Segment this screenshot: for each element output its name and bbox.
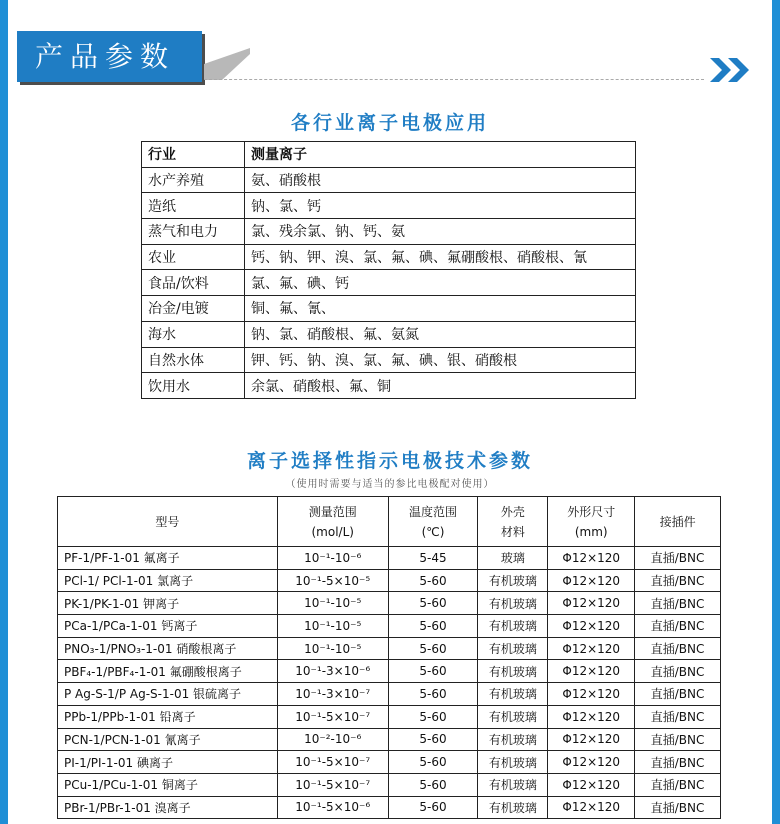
shell-cell: 有机玻璃 <box>478 728 548 751</box>
table-row <box>142 219 636 245</box>
model-cell: PCN-1/PCN-1-01 氰离子 <box>58 728 278 751</box>
industry-cell: 水产养殖 <box>142 167 245 193</box>
table-row <box>58 796 721 819</box>
ions-cell: 氨、硝酸根 <box>245 167 636 193</box>
industry-cell: 饮用水 <box>142 373 245 399</box>
table-row <box>58 705 721 728</box>
table-row <box>58 547 721 570</box>
size-header-line2: (mm) <box>574 524 608 539</box>
range-cell: 10⁻¹-3×10⁻⁷ <box>277 683 388 706</box>
table-row <box>58 660 721 683</box>
ions-cell: 氯、氟、碘、钙 <box>245 270 636 296</box>
connector-cell: 直插/BNC <box>635 637 721 660</box>
range-header-line2: (mol/L) <box>311 524 354 539</box>
size-cell: Φ12×120 <box>548 773 635 796</box>
connector-cell: 直插/BNC <box>635 615 721 638</box>
size-cell: Φ12×120 <box>548 751 635 774</box>
industry-cell: 农业 <box>142 244 245 270</box>
column-header-industry: 行业 <box>142 142 245 168</box>
temp-cell: 5-60 <box>388 728 478 751</box>
size-cell: Φ12×120 <box>548 547 635 570</box>
table-row <box>58 615 721 638</box>
ions-cell: 铜、氟、氰、 <box>245 296 636 322</box>
table-row <box>58 751 721 774</box>
spec-table-subtitle: （使用时需要与适当的参比电极配对使用） <box>285 479 495 490</box>
application-table <box>141 141 636 399</box>
table-row <box>58 683 721 706</box>
header-divider <box>204 79 704 80</box>
model-cell: PBr-1/PBr-1-01 溴离子 <box>58 796 278 819</box>
industry-cell: 食品/饮料 <box>142 270 245 296</box>
column-header-connector: 接插件 <box>635 497 721 547</box>
model-cell: PNO₃-1/PNO₃-1-01 硝酸根离子 <box>58 637 278 660</box>
ions-cell: 钾、钙、钠、溴、氯、氟、碘、银、硝酸根 <box>245 347 636 373</box>
table-row <box>142 193 636 219</box>
application-table-title: 各行业离子电极应用 <box>290 112 489 134</box>
connector-cell: 直插/BNC <box>635 751 721 774</box>
industry-cell: 冶金/电镀 <box>142 296 245 322</box>
temp-cell: 5-60 <box>388 683 478 706</box>
table-row <box>142 167 636 193</box>
range-cell: 10⁻¹-5×10⁻⁷ <box>277 773 388 796</box>
model-cell: PPb-1/PPb-1-01 铅离子 <box>58 705 278 728</box>
size-cell: Φ12×120 <box>548 592 635 615</box>
temp-cell: 5-60 <box>388 569 478 592</box>
industry-cell: 海水 <box>142 321 245 347</box>
column-header-size <box>548 497 635 547</box>
model-cell: PCl-1/ PCl-1-01 氯离子 <box>58 569 278 592</box>
range-cell: 10⁻¹-5×10⁻⁷ <box>277 751 388 774</box>
column-header-range <box>277 497 388 547</box>
shell-cell: 玻璃 <box>478 547 548 570</box>
range-cell: 10⁻²-10⁻⁶ <box>277 728 388 751</box>
temp-header-line1: 温度范围 <box>409 504 458 519</box>
ions-cell: 钙、钠、钾、溴、氯、氟、碘、氟硼酸根、硝酸根、氰 <box>245 244 636 270</box>
table-row <box>142 347 636 373</box>
ions-cell: 钠、氯、硝酸根、氟、氨氮 <box>245 321 636 347</box>
connector-cell: 直插/BNC <box>635 683 721 706</box>
temp-cell: 5-60 <box>388 773 478 796</box>
double-chevron-right-icon <box>710 58 752 82</box>
size-cell: Φ12×120 <box>548 728 635 751</box>
table-header-row <box>142 142 636 168</box>
temp-cell: 5-60 <box>388 615 478 638</box>
connector-cell: 直插/BNC <box>635 569 721 592</box>
temp-cell: 5-60 <box>388 751 478 774</box>
shell-cell: 有机玻璃 <box>478 592 548 615</box>
shell-cell: 有机玻璃 <box>478 773 548 796</box>
table-row <box>58 728 721 751</box>
table-row <box>58 592 721 615</box>
table-row <box>58 637 721 660</box>
size-cell: Φ12×120 <box>548 683 635 706</box>
spec-table-title: 离子选择性指示电极技术参数 <box>246 450 533 472</box>
shell-cell: 有机玻璃 <box>478 660 548 683</box>
connector-cell: 直插/BNC <box>635 796 721 819</box>
size-cell: Φ12×120 <box>548 569 635 592</box>
industry-cell: 蒸气和电力 <box>142 219 245 245</box>
connector-cell: 直插/BNC <box>635 705 721 728</box>
size-cell: Φ12×120 <box>548 705 635 728</box>
table-row <box>142 373 636 399</box>
range-cell: 10⁻¹-3×10⁻⁶ <box>277 660 388 683</box>
range-cell: 10⁻¹-5×10⁻⁷ <box>277 705 388 728</box>
connector-cell: 直插/BNC <box>635 773 721 796</box>
shell-cell: 有机玻璃 <box>478 796 548 819</box>
range-cell: 10⁻¹-10⁻⁵ <box>277 592 388 615</box>
size-cell: Φ12×120 <box>548 796 635 819</box>
temp-header-line2: (℃) <box>421 524 445 539</box>
shell-cell: 有机玻璃 <box>478 683 548 706</box>
model-cell: PF-1/PF-1-01 氟离子 <box>58 547 278 570</box>
spec-table <box>57 496 721 819</box>
shell-header-line1: 外壳 <box>500 504 525 519</box>
temp-cell: 5-60 <box>388 660 478 683</box>
connector-cell: 直插/BNC <box>635 547 721 570</box>
model-cell: PI-1/PI-1-01 碘离子 <box>58 751 278 774</box>
shell-cell: 有机玻璃 <box>478 615 548 638</box>
shell-cell: 有机玻璃 <box>478 705 548 728</box>
size-header-line1: 外形尺寸 <box>567 504 616 519</box>
model-cell: PK-1/PK-1-01 钾离子 <box>58 592 278 615</box>
header-wedge-decoration <box>204 44 250 80</box>
shell-cell: 有机玻璃 <box>478 751 548 774</box>
temp-cell: 5-45 <box>388 547 478 570</box>
column-header-ions: 测量离子 <box>245 142 636 168</box>
size-cell: Φ12×120 <box>548 637 635 660</box>
ions-cell: 钠、氯、钙 <box>245 193 636 219</box>
table-header-row <box>58 497 721 547</box>
table-row <box>142 321 636 347</box>
column-header-model: 型号 <box>58 497 278 547</box>
industry-cell: 造纸 <box>142 193 245 219</box>
connector-cell: 直插/BNC <box>635 728 721 751</box>
column-header-temp <box>388 497 478 547</box>
ions-cell: 氯、残余氯、钠、钙、氨 <box>245 219 636 245</box>
range-cell: 10⁻¹-5×10⁻⁶ <box>277 796 388 819</box>
temp-cell: 5-60 <box>388 705 478 728</box>
size-cell: Φ12×120 <box>548 660 635 683</box>
model-cell: P Ag-S-1/P Ag-S-1-01 银硫离子 <box>58 683 278 706</box>
table-row <box>58 773 721 796</box>
section-title: 产品参数 <box>17 31 202 82</box>
range-cell: 10⁻¹-10⁻⁵ <box>277 637 388 660</box>
range-cell: 10⁻¹-10⁻⁵ <box>277 615 388 638</box>
ions-cell: 余氯、硝酸根、氟、铜 <box>245 373 636 399</box>
range-cell: 10⁻¹-5×10⁻⁵ <box>277 569 388 592</box>
shell-cell: 有机玻璃 <box>478 569 548 592</box>
temp-cell: 5-60 <box>388 637 478 660</box>
table-row <box>142 244 636 270</box>
content-panel <box>8 0 772 824</box>
table-row <box>142 296 636 322</box>
model-cell: PCu-1/PCu-1-01 铜离子 <box>58 773 278 796</box>
model-cell: PBF₄-1/PBF₄-1-01 氟硼酸根离子 <box>58 660 278 683</box>
temp-cell: 5-60 <box>388 592 478 615</box>
table-row <box>58 569 721 592</box>
connector-cell: 直插/BNC <box>635 660 721 683</box>
shell-cell: 有机玻璃 <box>478 637 548 660</box>
model-cell: PCa-1/PCa-1-01 钙离子 <box>58 615 278 638</box>
industry-cell: 自然水体 <box>142 347 245 373</box>
size-cell: Φ12×120 <box>548 615 635 638</box>
column-header-shell <box>478 497 548 547</box>
connector-cell: 直插/BNC <box>635 592 721 615</box>
range-cell: 10⁻¹-10⁻⁶ <box>277 547 388 570</box>
range-header-line1: 测量范围 <box>308 504 357 519</box>
table-row <box>142 270 636 296</box>
shell-header-line2: 材料 <box>500 524 525 539</box>
temp-cell: 5-60 <box>388 796 478 819</box>
